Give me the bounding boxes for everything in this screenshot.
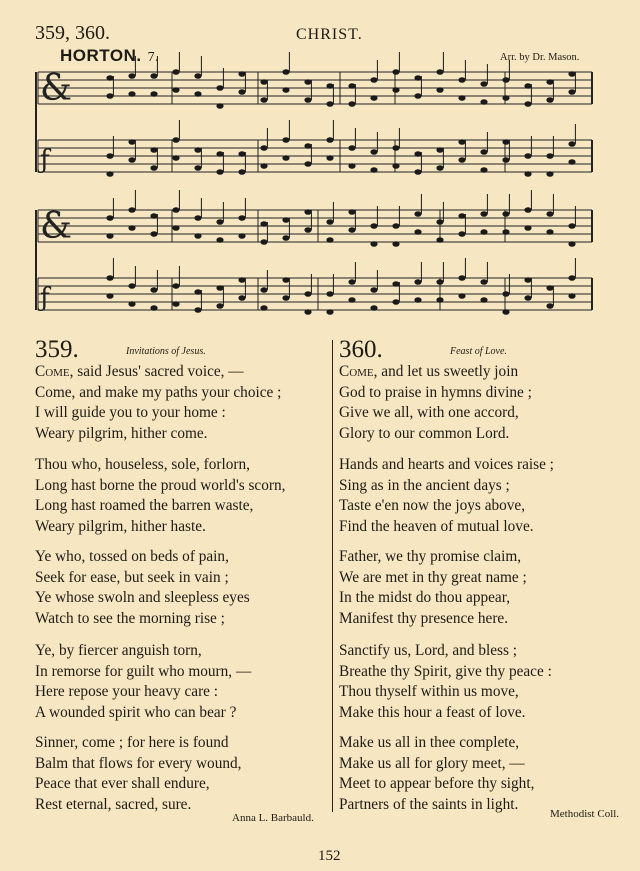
verse-line: Come, said Jesus' sacred voice, — <box>35 363 244 380</box>
note-head <box>194 147 201 153</box>
note-head <box>260 163 267 169</box>
note-head <box>304 291 311 297</box>
note-head <box>194 289 201 295</box>
note-head <box>436 165 443 171</box>
stanza <box>35 733 241 815</box>
hymn-number-360: 360. <box>339 336 383 363</box>
note-head <box>260 239 267 245</box>
verse-line: Watch to see the morning rise ; <box>35 609 225 627</box>
verse-line: In remorse for guilt who mourn, — <box>35 662 252 680</box>
note-head <box>260 287 267 293</box>
note-head <box>172 207 179 213</box>
note-head <box>326 155 333 161</box>
verse-line: In the midst do thou appear, <box>339 589 511 606</box>
note-head <box>348 279 355 285</box>
verse-line: Come, and make my paths your choice ; <box>35 383 282 401</box>
note-head <box>480 211 487 217</box>
note-head <box>172 283 179 289</box>
tune-meter: 7. <box>147 50 160 65</box>
note-head <box>502 229 509 235</box>
note-head <box>282 69 289 75</box>
note-head <box>128 139 135 145</box>
hymn-number-359: 359. <box>35 336 79 363</box>
tune-title: HORTON. <box>60 46 142 65</box>
note-head <box>436 87 443 93</box>
verse-line: Breathe thy Spirit, give thy peace : <box>339 662 552 680</box>
note-head <box>282 295 289 301</box>
note-head <box>106 75 113 81</box>
note-head <box>128 157 135 163</box>
note-head <box>128 283 135 289</box>
note-head <box>502 139 509 145</box>
note-head <box>326 137 333 143</box>
note-head <box>260 221 267 227</box>
note-head <box>348 145 355 151</box>
page-number: 152 <box>318 848 341 864</box>
note-head <box>436 237 443 243</box>
note-head <box>414 211 421 217</box>
verse-line: Sinner, come ; for here is found <box>35 734 229 751</box>
note-head <box>238 277 245 283</box>
note-head <box>260 305 267 311</box>
verse-line: Rest eternal, sacred, sure. <box>35 795 192 813</box>
arranger-credit: Arr. by Dr. Mason. <box>500 52 580 63</box>
note-head <box>568 159 575 165</box>
note-head <box>238 169 245 175</box>
note-head <box>106 171 113 177</box>
music-score <box>0 0 640 330</box>
note-head <box>546 97 553 103</box>
note-head <box>238 215 245 221</box>
verse-line: Make this hour a feast of love. <box>339 703 526 721</box>
verse-line: Partners of the saints in light. <box>339 795 519 813</box>
note-head <box>524 225 531 231</box>
note-head <box>458 157 465 163</box>
note-head <box>524 171 531 177</box>
note-head <box>392 223 399 229</box>
note-head <box>128 207 135 213</box>
note-head <box>370 95 377 101</box>
note-head <box>370 287 377 293</box>
note-head <box>524 295 531 301</box>
stanza <box>339 455 554 537</box>
verse-line: Glory to our common Lord. <box>339 424 510 442</box>
note-head <box>502 95 509 101</box>
note-head <box>480 279 487 285</box>
note-head <box>458 139 465 145</box>
note-head <box>568 275 575 281</box>
note-head <box>546 79 553 85</box>
note-head <box>348 83 355 89</box>
note-head <box>304 143 311 149</box>
note-head <box>282 137 289 143</box>
note-head <box>436 297 443 303</box>
note-head <box>458 231 465 237</box>
note-head <box>238 89 245 95</box>
note-head <box>128 225 135 231</box>
verse-line: Balm that flows for every wound, <box>35 754 242 772</box>
verse-line: Ye who, tossed on beds of pain, <box>35 548 229 565</box>
treble-clef: & <box>40 206 73 247</box>
author-359: Anna L. Barbauld. <box>232 812 314 824</box>
note-head <box>524 153 531 159</box>
note-head <box>194 73 201 79</box>
note-head <box>282 217 289 223</box>
section-title: CHRIST. <box>296 26 363 43</box>
note-head <box>458 275 465 281</box>
verse-line: God to praise in hymns divine ; <box>339 383 532 401</box>
note-head <box>546 153 553 159</box>
note-head <box>194 307 201 313</box>
note-head <box>304 79 311 85</box>
note-head <box>348 163 355 169</box>
note-head <box>172 137 179 143</box>
note-head <box>546 285 553 291</box>
note-head <box>150 287 157 293</box>
hymn-title-360: Feast of Love. <box>450 346 507 357</box>
verse-line: Come, and let us sweetly join <box>339 363 519 380</box>
note-head <box>480 149 487 155</box>
note-head <box>194 165 201 171</box>
verse-line: Sing as in the ancient days ; <box>339 476 510 494</box>
note-head <box>414 93 421 99</box>
stanza <box>35 455 285 537</box>
verse-line: Peace that ever shall endure, <box>35 775 210 792</box>
note-head <box>326 83 333 89</box>
note-head <box>150 91 157 97</box>
note-head <box>370 241 377 247</box>
note-head <box>414 151 421 157</box>
note-head <box>348 101 355 107</box>
note-head <box>458 95 465 101</box>
note-head <box>568 71 575 77</box>
note-head <box>304 209 311 215</box>
note-head <box>524 101 531 107</box>
note-head <box>172 225 179 231</box>
note-head <box>326 101 333 107</box>
note-head <box>546 211 553 217</box>
note-head <box>480 167 487 173</box>
note-head <box>502 157 509 163</box>
note-head <box>216 103 223 109</box>
note-head <box>568 89 575 95</box>
note-head <box>392 87 399 93</box>
note-head <box>392 281 399 287</box>
note-head <box>414 279 421 285</box>
note-head <box>150 73 157 79</box>
bass-clef: ƒ <box>40 145 50 175</box>
note-head <box>480 297 487 303</box>
verse-line: Thou who, houseless, sole, forlorn, <box>35 456 250 473</box>
note-head <box>524 83 531 89</box>
note-head <box>172 155 179 161</box>
column-divider <box>332 340 333 812</box>
note-head <box>150 213 157 219</box>
note-head <box>458 77 465 83</box>
note-head <box>326 291 333 297</box>
treble-clef: & <box>40 68 73 109</box>
note-head <box>106 153 113 159</box>
verse-line: We are met in thy great name ; <box>339 568 527 586</box>
note-head <box>150 305 157 311</box>
verse-line: Make us all for glory meet, — <box>339 754 525 772</box>
verse-line: Hands and hearts and voices raise ; <box>339 456 554 473</box>
note-head <box>480 229 487 235</box>
note-head <box>304 161 311 167</box>
note-head <box>238 233 245 239</box>
note-head <box>194 215 201 221</box>
stanza <box>339 547 527 629</box>
note-head <box>370 223 377 229</box>
verse-line: Taste e'en now the joys above, <box>339 497 526 514</box>
note-head <box>348 297 355 303</box>
hymn-numbers: 359, 360. <box>35 22 110 44</box>
stanza <box>339 641 552 723</box>
note-head <box>458 213 465 219</box>
note-head <box>282 235 289 241</box>
bass-clef: ƒ <box>40 283 50 313</box>
note-head <box>216 169 223 175</box>
note-head <box>414 229 421 235</box>
note-head <box>326 237 333 243</box>
note-head <box>568 141 575 147</box>
note-head <box>282 87 289 93</box>
note-head <box>304 309 311 315</box>
note-head <box>106 275 113 281</box>
verse-line: Here repose your heavy care : <box>35 683 219 700</box>
note-head <box>546 171 553 177</box>
verse-line: I will guide you to your home : <box>35 404 226 421</box>
verse-line: Long hast roamed the barren waste, <box>35 497 254 514</box>
note-head <box>106 233 113 239</box>
note-head <box>238 71 245 77</box>
note-head <box>370 77 377 83</box>
note-head <box>436 219 443 225</box>
verse-line: Meet to appear before thy sight, <box>339 775 535 792</box>
note-head <box>502 211 509 217</box>
note-head <box>282 277 289 283</box>
note-head <box>414 169 421 175</box>
note-head <box>260 97 267 103</box>
note-head <box>370 305 377 311</box>
note-head <box>304 227 311 233</box>
verse-line: Weary pilgrim, hither come. <box>35 424 208 442</box>
note-head <box>524 207 531 213</box>
note-head <box>194 233 201 239</box>
note-head <box>304 97 311 103</box>
stanza <box>339 362 532 444</box>
note-head <box>172 69 179 75</box>
verse-line: Long hast borne the proud world's scorn, <box>35 476 286 494</box>
note-head <box>370 167 377 173</box>
note-head <box>106 293 113 299</box>
verse-line: Ye whose swoln and sleepless eyes <box>35 589 250 606</box>
hymn-title-359: Invitations of Jesus. <box>126 346 206 357</box>
note-head <box>392 241 399 247</box>
note-head <box>414 75 421 81</box>
note-head <box>436 69 443 75</box>
note-head <box>348 209 355 215</box>
note-head <box>480 99 487 105</box>
note-head <box>414 297 421 303</box>
note-head <box>106 215 113 221</box>
note-head <box>436 279 443 285</box>
note-head <box>150 231 157 237</box>
note-head <box>480 81 487 87</box>
note-head <box>216 85 223 91</box>
note-head <box>216 237 223 243</box>
note-head <box>568 223 575 229</box>
note-head <box>568 241 575 247</box>
author-360: Methodist Coll. <box>550 808 620 820</box>
note-head <box>348 227 355 233</box>
note-head <box>392 145 399 151</box>
note-head <box>216 151 223 157</box>
verse-line: Manifest thy presence here. <box>339 609 509 627</box>
note-head <box>216 219 223 225</box>
verse-line: Sanctify us, Lord, and bless ; <box>339 642 518 659</box>
note-head <box>150 165 157 171</box>
note-head <box>106 93 113 99</box>
verse-line: Give we all, with one accord, <box>339 404 519 421</box>
stanza <box>339 733 534 815</box>
note-head <box>326 309 333 315</box>
verse-line: A wounded spirit who can bear ? <box>35 703 237 721</box>
stanza <box>35 362 281 444</box>
note-head <box>260 79 267 85</box>
note-head <box>172 87 179 93</box>
verse-line: Thou thyself within us move, <box>339 683 519 700</box>
note-head <box>502 77 509 83</box>
note-head <box>150 147 157 153</box>
note-head <box>392 163 399 169</box>
verse-line: Seek for ease, but seek in vain ; <box>35 568 229 586</box>
note-head <box>546 303 553 309</box>
stanza <box>35 547 250 629</box>
note-head <box>216 303 223 309</box>
note-head <box>172 301 179 307</box>
note-head <box>458 293 465 299</box>
note-head <box>128 301 135 307</box>
note-head <box>238 295 245 301</box>
verse-line: Father, we thy promise claim, <box>339 548 522 565</box>
note-head <box>546 229 553 235</box>
note-head <box>392 299 399 305</box>
note-head <box>568 293 575 299</box>
verse-line: Ye, by fiercer anguish torn, <box>35 642 202 659</box>
note-head <box>502 291 509 297</box>
verse-line: Weary pilgrim, hither haste. <box>35 517 206 535</box>
note-head <box>260 145 267 151</box>
note-head <box>282 155 289 161</box>
verse-line: Make us all in thee complete, <box>339 734 520 751</box>
note-head <box>128 73 135 79</box>
verse-line: Find the heaven of mutual love. <box>339 517 534 535</box>
note-head <box>326 219 333 225</box>
note-head <box>524 277 531 283</box>
stanza <box>35 641 251 723</box>
note-head <box>238 151 245 157</box>
note-head <box>194 91 201 97</box>
note-head <box>502 309 509 315</box>
note-head <box>128 91 135 97</box>
note-head <box>436 147 443 153</box>
note-head <box>392 69 399 75</box>
note-head <box>216 285 223 291</box>
note-head <box>370 149 377 155</box>
